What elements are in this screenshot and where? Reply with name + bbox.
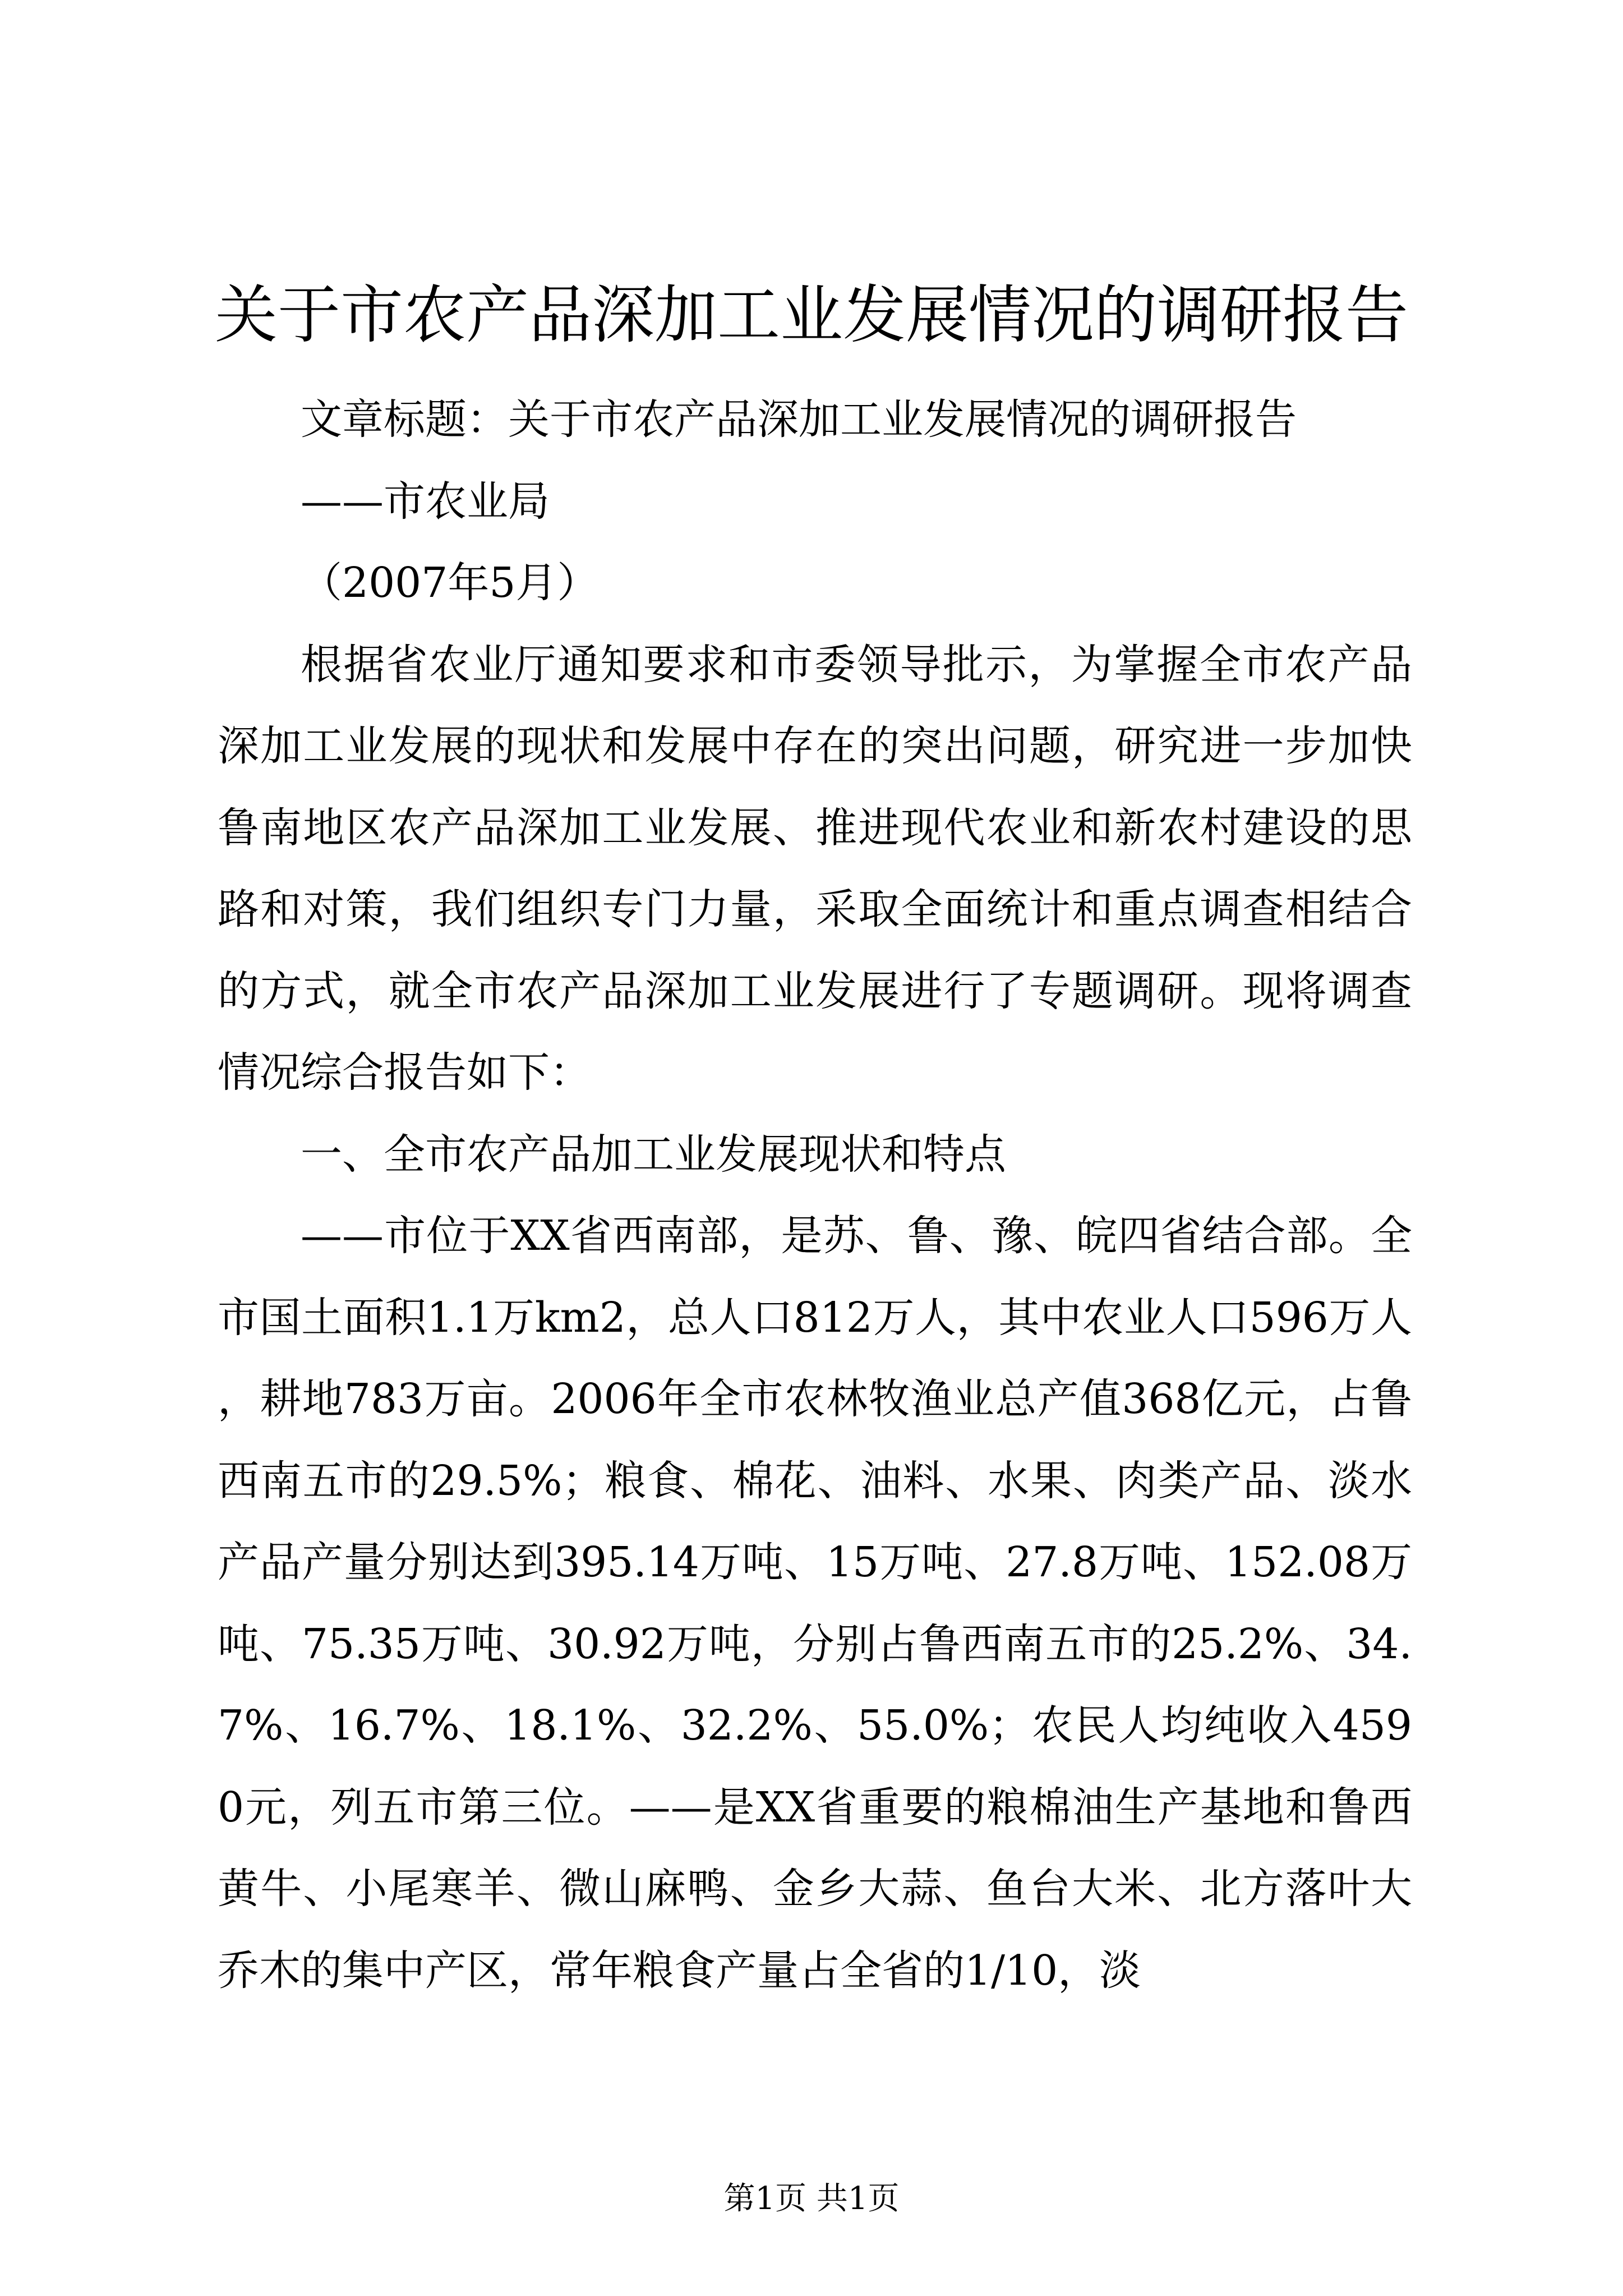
document-title: 关于市农产品深加工业发展情况的调研报告 [215, 279, 1408, 352]
body-paragraph: ——市位于XX省西南部，是苏、鲁、豫、皖四省结合部。全市国土面积1.1万km2，总人口812万人，其中农业人口596万人，耕地783万亩。2006年全市农林牧渔业总产值368亿元，占鲁西南五市的29.5%；粮食、棉花、油料、水果、肉类产品、淡水产品产量分别达到395.14万吨、15万吨、27.8万吨、152.08万吨、75.35万吨、30.92万吨，分别占鲁西南五市的25.2%、34.7%、16.7%、18.1%、32.2%、55.0%；农民人均纯收入4590元，列五市第三位。——是XX省重要的粮棉油生产基地和鲁西黄牛、小尾寒羊、微山麻鸭、金乡大蒜、鱼台大米、北方落叶大乔木的集中产区，常年粮食产量占全省的1/10，淡 [218, 1212, 1412, 1995]
date-line: （2007年5月） [301, 559, 599, 607]
intro-paragraph: 根据省农业厅通知要求和市委领导批示，为掌握全市农产品深加工业发展的现状和发展中存在的突出问题，研究进一步加快鲁南地区农产品深加工业发展、推进现代农业和新农村建设的思路和对策，我们组织专门力量，采取全面统计和重点调查相结合的方式，就全市农产品深加工业发展进行了专题调研。现将调查情况综合报告如下： [218, 640, 1412, 1097]
author-line: ——市农业局 [301, 477, 550, 526]
section-heading: 一、全市农产品加工业发展现状和特点 [301, 1130, 1006, 1179]
page-footer: 第1页 共1页 [723, 2180, 900, 2217]
article-title-line: 文章标题：关于市农产品深加工业发展情况的调研报告 [301, 395, 1297, 444]
document-body [218, 379, 1412, 2012]
